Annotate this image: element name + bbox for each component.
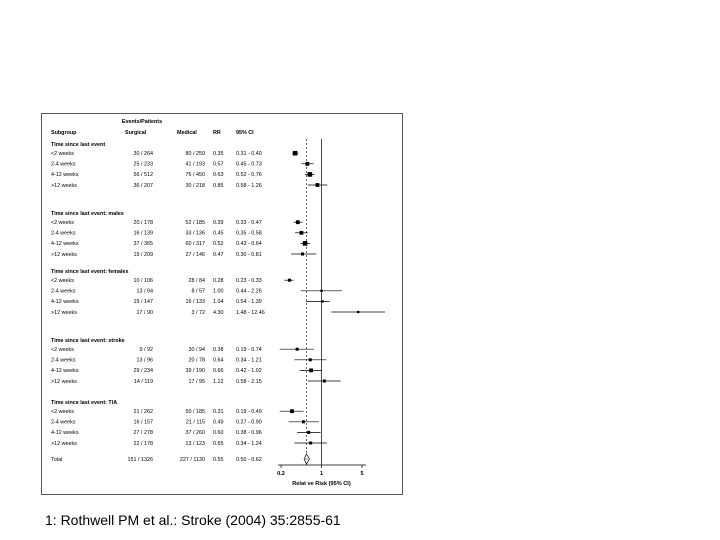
rr-marker: [290, 409, 294, 413]
row-medical: 33 / 136: [185, 230, 205, 237]
row-surgical: 16 / 139: [133, 230, 153, 237]
header-medical: Medical: [177, 130, 197, 136]
rr-marker: [320, 290, 322, 292]
row-label: >12 weeks: [51, 251, 77, 258]
row-label: 4-12 weeks: [51, 172, 79, 179]
rr-marker: [309, 369, 313, 373]
row-label: <2 weeks: [51, 278, 74, 284]
row-surgical: 21 / 262: [133, 409, 153, 415]
row-medical: 50 / 185: [185, 409, 205, 415]
row-rr: 0.35: [213, 151, 224, 157]
rr-marker: [293, 151, 298, 156]
rr-marker: [308, 172, 313, 177]
row-surgical: 36 / 207: [133, 182, 153, 189]
rr-marker: [296, 348, 299, 351]
row-label: >12 weeks: [51, 440, 77, 447]
row-ci: 0.30 - 0.81: [236, 251, 262, 258]
header-ci: 95% CI: [236, 130, 254, 136]
row-surgical: 10 / 106: [133, 278, 153, 284]
row-surgical: 37 / 365: [133, 241, 153, 248]
rr-marker: [307, 431, 310, 434]
row-ci: 0.23 - 0.33: [236, 278, 262, 284]
row-medical: 80 / 259: [185, 151, 205, 157]
row-medical: 30 / 218: [185, 182, 205, 189]
x-tick-label: 1: [319, 471, 324, 477]
rr-marker: [305, 162, 309, 166]
row-surgical: 56 / 512: [133, 172, 153, 179]
row-medical: 21 / 115: [185, 419, 205, 426]
row-surgical: 29 / 234: [133, 368, 153, 375]
row-ci: 0.38 - 0.96: [236, 430, 262, 437]
row-medical: 27 / 146: [185, 251, 205, 258]
row-medical: 28 / 84: [188, 278, 205, 284]
row-surgical: 22 / 178: [133, 440, 153, 447]
row-medical: 8 / 57: [191, 288, 205, 295]
section-title: Time since last event: stroke: [51, 338, 125, 344]
header-events-patients: Events/Patients: [121, 119, 163, 125]
row-ci: 1.48 - 12.46: [236, 309, 265, 316]
row-ci: 0.43 - 0.64: [236, 241, 262, 248]
total-ci: 0.50 - 0.62: [236, 457, 262, 463]
row-rr: 1.00: [213, 288, 224, 295]
row-surgical: 16 / 157: [133, 419, 153, 426]
row-label: <2 weeks: [51, 347, 74, 353]
total-surgical: 151 / 1326: [127, 457, 153, 463]
forest-plot: [42, 114, 402, 494]
rr-marker: [309, 442, 312, 445]
rr-marker: [300, 231, 304, 235]
row-ci: 0.58 - 2.15: [236, 378, 262, 385]
row-label: >12 weeks: [51, 378, 77, 385]
row-rr: 0.47: [213, 251, 224, 258]
row-label: 2-4 weeks: [51, 357, 76, 364]
row-ci: 0.52 - 0.76: [236, 172, 262, 179]
row-surgical: 19 / 147: [133, 299, 153, 306]
row-medical: 52 / 185: [185, 220, 205, 226]
row-ci: 0.54 - 1.39: [236, 299, 262, 306]
row-rr: 0.31: [213, 409, 224, 415]
rr-marker: [288, 279, 291, 282]
row-label: <2 weeks: [51, 409, 74, 415]
row-surgical: 20 / 178: [133, 220, 153, 226]
row-surgical: 13 / 96: [136, 357, 153, 364]
row-rr: 0.39: [213, 220, 224, 226]
row-surgical: 14 / 119: [133, 378, 153, 385]
row-rr: 0.52: [213, 241, 224, 248]
row-medical: 13 / 123: [185, 440, 205, 447]
row-rr: 0.49: [213, 419, 224, 426]
row-label: <2 weeks: [51, 220, 74, 226]
row-rr: 0.63: [213, 172, 224, 179]
row-medical: 20 / 78: [188, 357, 205, 364]
row-ci: 0.19 - 0.74: [236, 347, 262, 353]
row-rr: 0.65: [213, 440, 224, 447]
row-rr: 0.28: [213, 278, 224, 284]
row-rr: 0.64: [213, 357, 224, 364]
rr-marker: [296, 220, 300, 224]
forest-plot-figure: [41, 113, 403, 495]
row-rr: 1.12: [213, 378, 224, 385]
rr-marker: [303, 241, 308, 246]
rr-marker: [357, 311, 359, 313]
row-surgical: 27 / 278: [133, 430, 153, 437]
row-medical: 60 / 317: [185, 241, 205, 248]
figure-caption: 1: Rothwell PM et al.: Stroke (2004) 35:2855-61: [45, 512, 341, 528]
row-surgical: 17 / 90: [136, 309, 153, 316]
section-title: Time since last event: females: [51, 269, 129, 275]
row-label: 4-12 weeks: [51, 241, 79, 248]
row-label: 2-4 weeks: [51, 230, 76, 237]
header-rr: RR: [213, 130, 221, 136]
row-ci: 0.34 - 1.21: [236, 357, 262, 364]
row-rr: 0.45: [213, 230, 224, 237]
row-label: 2-4 weeks: [51, 419, 76, 426]
row-medical: 41 / 193: [185, 161, 205, 168]
row-ci: 0.44 - 2.26: [236, 288, 262, 295]
x-tick-label: 0.2: [277, 471, 285, 477]
row-label: >12 weeks: [51, 182, 77, 189]
row-medical: 30 / 94: [188, 347, 205, 353]
section-title: Time since last event: males: [51, 211, 124, 217]
x-tick-label: 5: [360, 471, 364, 477]
row-medical: 39 / 190: [185, 368, 205, 375]
x-axis-label: Relat ve Risk (95% CI): [292, 481, 351, 487]
section-title: Time since last event: [51, 142, 106, 148]
row-medical: 76 / 450: [185, 172, 205, 179]
row-rr: 0.60: [213, 430, 224, 437]
total-label: Total: [51, 457, 63, 463]
row-medical: 17 / 95: [188, 378, 205, 385]
row-label: <2 weeks: [51, 151, 74, 157]
row-ci: 0.45 - 0.73: [236, 161, 262, 168]
row-ci: 0.58 - 1.26: [236, 182, 262, 189]
total-medical: 227 / 1130: [179, 457, 205, 463]
section-title: Time since last event: TIA: [51, 400, 118, 406]
row-ci: 0.31 - 0.40: [236, 151, 262, 157]
row-rr: 4.30: [213, 309, 224, 316]
row-rr: 0.66: [213, 368, 224, 375]
row-rr: 0.85: [213, 182, 224, 189]
row-label: >12 weeks: [51, 309, 77, 316]
header-subgroup: Subgroup: [51, 130, 77, 136]
row-ci: 0.33 - 0.47: [236, 220, 262, 226]
row-surgical: 9 / 92: [139, 347, 153, 353]
header-surgical: Surgical: [125, 130, 147, 136]
row-label: 2-4 weeks: [51, 161, 76, 168]
row-ci: 0.19 - 0.49: [236, 409, 262, 415]
row-surgical: 19 / 209: [133, 251, 153, 258]
rr-marker: [309, 358, 312, 361]
row-ci: 0.27 - 0.90: [236, 419, 262, 426]
row-medical: 37 / 260: [185, 430, 205, 437]
rr-marker: [301, 253, 304, 256]
rr-marker: [323, 380, 326, 383]
row-ci: 0.42 - 1.02: [236, 368, 262, 375]
row-surgical: 30 / 264: [133, 151, 153, 157]
rr-marker: [302, 420, 305, 423]
row-ci: 0.34 - 1.24: [236, 440, 262, 447]
row-medical: 16 / 133: [185, 299, 205, 306]
row-surgical: 25 / 233: [133, 161, 153, 168]
row-label: 2-4 weeks: [51, 288, 76, 295]
row-label: 4-12 weeks: [51, 430, 79, 437]
row-rr: 1.04: [213, 299, 224, 306]
total-rr: 0.55: [213, 457, 224, 463]
row-label: 4-12 weeks: [51, 368, 79, 375]
row-ci: 0.35 - 0.58: [236, 230, 262, 237]
rr-marker: [321, 300, 323, 302]
row-rr: 0.57: [213, 161, 224, 168]
rr-marker: [316, 183, 320, 187]
row-surgical: 13 / 94: [136, 288, 153, 295]
row-medical: 3 / 72: [191, 309, 205, 316]
row-rr: 0.38: [213, 347, 224, 353]
row-label: 4-12 weeks: [51, 299, 79, 306]
